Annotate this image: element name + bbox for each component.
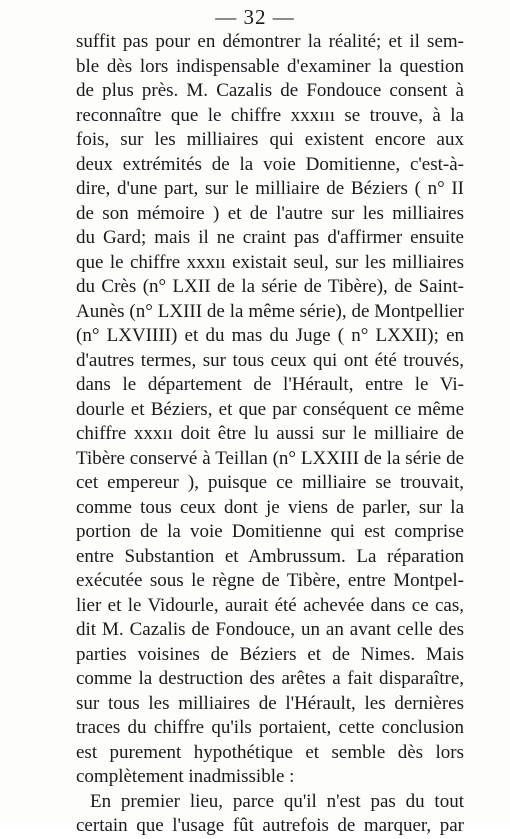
text-line: du Crès (n° LXII de la série de Tibère), de Saint- (76, 276, 464, 297)
text-line: (n° LXVIIII) et du mas du Juge ( n° LXXII); en (76, 325, 464, 346)
text-line: portion de la voie Domitienne qui est comprise (76, 521, 464, 542)
text-line: suffit pas pour en démontrer la réalité; et il sem- (76, 31, 464, 52)
text-line: dire, d'une part, sur le milliaire de Béziers ( n° II (76, 178, 464, 199)
text-line: reconnaître que le chiffre xxxııı se trouve, à la (76, 104, 464, 126)
text-line: ble dès lors indispensable d'examiner la question (76, 55, 464, 77)
text-line: traces du chiffre qu'ils portaient, cette conclusion (76, 717, 464, 738)
text-line: est purement hypothétique et semble dès lors (76, 741, 464, 763)
text-line: dourle et Béziers, et que par conséquent ce même (76, 398, 464, 420)
body-text (76, 30, 464, 839)
text-line: du Gard; mais il ne craint pas d'affirmer ensuite (76, 227, 464, 248)
text-line: comme la destruction des arêtes a fait disparaître, (76, 668, 464, 689)
text-line: de plus près. M. Cazalis de Fondouce consent à (76, 80, 464, 101)
text-line: entre Substantion et Ambrussum. La réparation (76, 545, 464, 567)
text-line: certain que l'usage fût autrefois de marquer, par (76, 815, 464, 836)
text-line: d'autres termes, sur tous ceux qui ont été trouvés, (76, 349, 464, 371)
text-line: dit M. Cazalis de Fondouce, un an avant celle des (76, 619, 464, 640)
text-line: complètement inadmissible : (76, 766, 295, 787)
text-line: dans le département de l'Hérault, entre le Vi- (76, 374, 464, 395)
text-line: exécutée sous le règne de Tibère, entre Montpel- (76, 570, 464, 591)
paragraph-first-line: En premier lieu, parce qu'il n'est pas du tout (90, 790, 464, 812)
text-line: lier et le Vidourle, aurait été achevée dans ce cas, (76, 594, 464, 616)
text-line: sur tous les milliaires de l'Hérault, les dernières (76, 692, 464, 714)
text-line: cet empereur ), puisque ce milliaire se trouvait, (76, 472, 464, 493)
text-line: fois, sur les milliaires qui existent encore aux (76, 129, 464, 150)
text-line: Aunès (n° LXIII de la même série), de Montpellier (76, 300, 464, 322)
text-line: chiffre xxxıı doit être lu aussi sur le milliaire de (76, 423, 464, 444)
text-line: Tibère conservé à Teillan (n° LXXIII de la série de (76, 447, 464, 469)
page-number: — 32 — (215, 5, 295, 29)
text-line: de son mémoire ) et de l'autre sur les milliaires (76, 202, 464, 224)
text-line: parties voisines de Béziers et de Nimes. Mais (76, 643, 464, 665)
text-line: que le chiffre xxxıı existait seul, sur les milliaires (76, 251, 464, 273)
text-line: comme tous ceux dont je viens de parler, sur la (76, 496, 464, 518)
text-line: deux extrémités de la voie Domitienne, c'est-à- (76, 153, 464, 175)
